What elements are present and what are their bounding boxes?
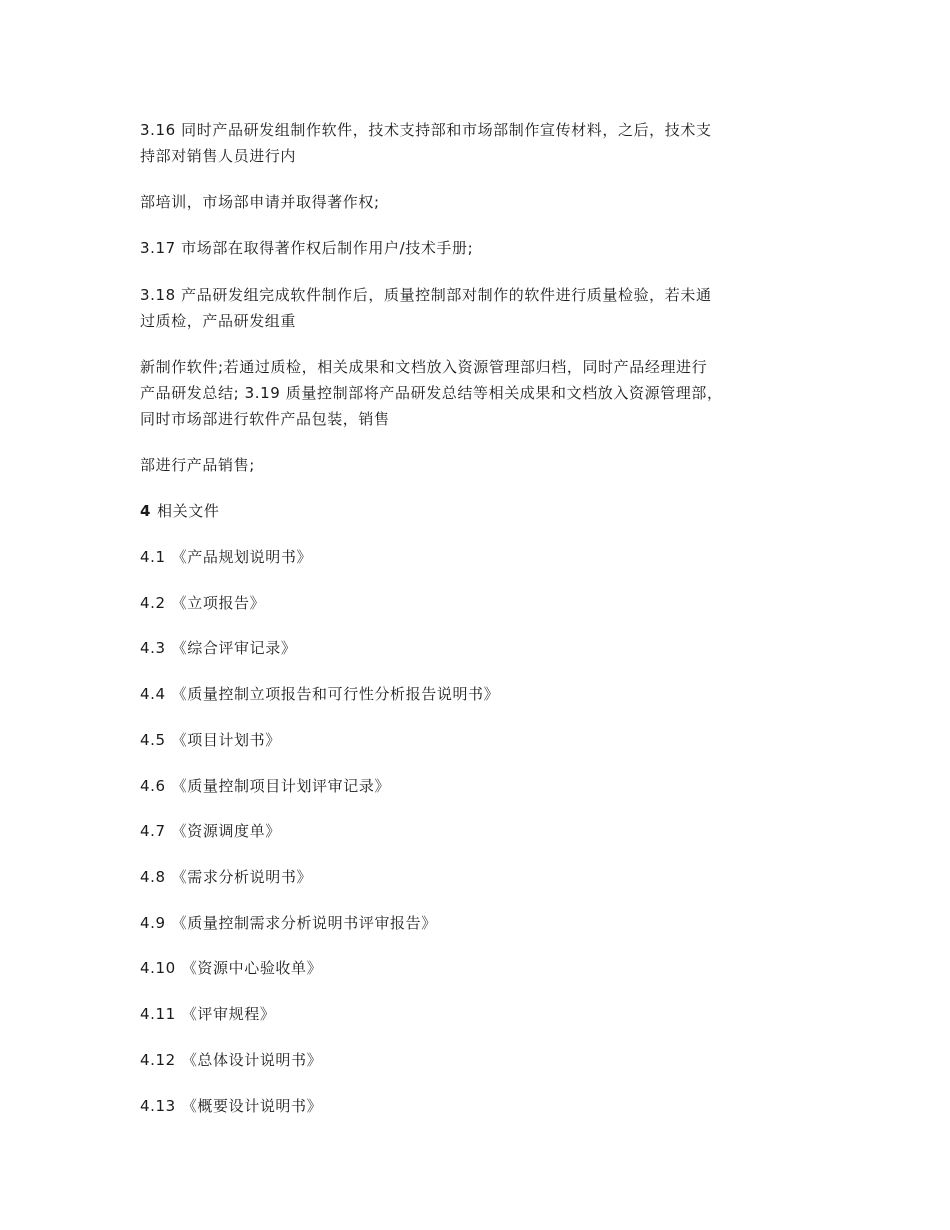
list-item — [140, 864, 312, 890]
list-item — [140, 773, 390, 799]
list-item — [140, 1047, 322, 1073]
list-item — [140, 727, 281, 753]
list-item — [140, 955, 322, 981]
text-line: 3.16 同时产品研发组制作软件，技术支持部和市场部制作宣传材料，之后，技术支 — [140, 121, 712, 139]
item-title: 《立项报告》 — [171, 594, 266, 612]
item-number: 4.6 — [140, 777, 166, 795]
list-item — [140, 910, 437, 936]
paragraph-3-16 — [140, 117, 830, 169]
section-heading-4 — [140, 498, 219, 524]
item-title: 《项目计划书》 — [171, 731, 281, 749]
item-number: 4.11 — [140, 1005, 176, 1023]
item-title: 《需求分析说明书》 — [171, 868, 313, 886]
item-number: 4.3 — [140, 639, 166, 657]
list-item — [140, 818, 281, 844]
text-line: 产品研发总结; 3.19 质量控制部将产品研发总结等相关成果和文档放入资源管理部， — [140, 384, 723, 402]
item-title: 《综合评审记录》 — [171, 639, 297, 657]
paragraph-3-18-continued — [140, 354, 830, 432]
text-line: 部培训，市场部申请并取得著作权; — [140, 193, 380, 211]
paragraph-3-18 — [140, 282, 830, 334]
item-title: 《质量控制项目计划评审记录》 — [171, 777, 391, 795]
item-number: 4.9 — [140, 914, 166, 932]
item-title: 《概要设计说明书》 — [181, 1097, 323, 1115]
section-number: 4 — [140, 502, 152, 520]
item-title: 《资源调度单》 — [171, 822, 281, 840]
list-item — [140, 681, 499, 707]
paragraph-3-19-continued — [140, 452, 830, 478]
paragraph-3-16-continued — [140, 189, 830, 215]
item-number: 4.1 — [140, 548, 166, 566]
item-title: 《质量控制立项报告和可行性分析报告说明书》 — [171, 685, 500, 703]
text-line: 过质检，产品研发组重 — [140, 312, 297, 330]
text-line: 3.18 产品研发组完成软件制作后，质量控制部对制作的软件进行质量检验，若未通 — [140, 286, 712, 304]
text-line: 持部对销售人员进行内 — [140, 147, 297, 165]
text-line: 同时市场部进行软件产品包装，销售 — [140, 410, 390, 428]
item-title: 《产品规划说明书》 — [171, 548, 313, 566]
item-number: 4.7 — [140, 822, 166, 840]
item-title: 《质量控制需求分析说明书评审报告》 — [171, 914, 437, 932]
list-item — [140, 544, 312, 570]
paragraph-3-17 — [140, 235, 830, 261]
item-number: 4.4 — [140, 685, 166, 703]
section-title: 相关文件 — [157, 502, 220, 520]
list-item — [140, 590, 265, 616]
list-item — [140, 1093, 322, 1119]
item-number: 4.2 — [140, 594, 166, 612]
item-number: 4.8 — [140, 868, 166, 886]
item-number: 4.5 — [140, 731, 166, 749]
item-title: 《评审规程》 — [181, 1005, 276, 1023]
item-number: 4.12 — [140, 1051, 176, 1069]
text-line: 部进行产品销售; — [140, 456, 255, 474]
item-number: 4.13 — [140, 1097, 176, 1115]
item-title: 《总体设计说明书》 — [181, 1051, 323, 1069]
text-line: 新制作软件;若通过质检，相关成果和文档放入资源管理部归档，同时产品经理进行 — [140, 358, 708, 376]
item-title: 《资源中心验收单》 — [181, 959, 323, 977]
list-item — [140, 1001, 275, 1027]
list-item — [140, 635, 296, 661]
text-line: 3.17 市场部在取得著作权后制作用户/技术手册; — [140, 239, 474, 257]
item-number: 4.10 — [140, 959, 176, 977]
